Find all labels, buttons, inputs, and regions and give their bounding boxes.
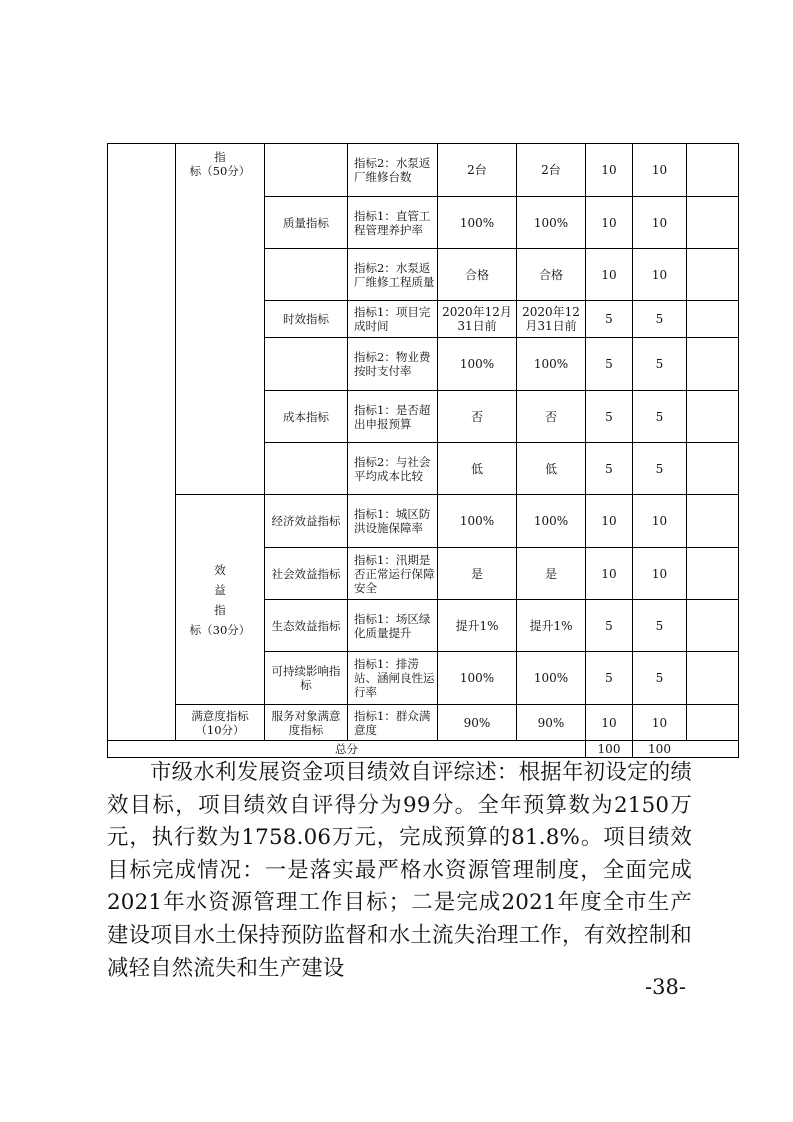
weight-value: 10 (601, 514, 617, 528)
score-value: 10 (651, 163, 668, 177)
target-value: 合格 (464, 267, 489, 282)
score-value: 5 (655, 671, 664, 685)
weight-value: 5 (605, 461, 613, 476)
sub-indicator: 社会效益指标 (271, 566, 341, 581)
target-value: 2020年12月31日前 (442, 305, 512, 333)
category-output-line1: 指 (214, 150, 226, 164)
indicator-name: 指标1：是否超出申报预算 (354, 402, 431, 431)
category-output-indicators (176, 144, 264, 196)
actual-value: 100% (533, 671, 569, 685)
summary-text: 市级水利发展资金项目绩效自评综述：根据年初设定的绩效目标，项目绩效自评得分为99分。全年预算数为2150万元，执行数为1758.06万元，完成预算的81.8%。项目绩效目标完成情况：一是落实最严格水资源管理制度，全面完成2021年水资源管理工作目标；二是完成2021年度全市生产建设项目水土保持预防监督和水土流失治理工作，有效控制和减轻自然流失和生产建设 (107, 760, 692, 981)
category-output-line2: 标（50分） (189, 164, 251, 178)
actual-value: 否 (544, 409, 557, 424)
actual-value: 合格 (538, 267, 563, 282)
category-benefit-line4: 标（30分） (189, 622, 251, 637)
score-value: 5 (655, 618, 664, 633)
weight-value: 10 (601, 267, 617, 282)
score-value: 10 (651, 715, 668, 730)
indicator-name: 指标2：水泵返厂维修台数 (354, 156, 431, 184)
score-value: 10 (651, 267, 668, 282)
indicator-name: 指标1：项目完成时间 (354, 305, 431, 333)
actual-value: 低 (544, 461, 557, 476)
weight-value: 5 (605, 671, 613, 685)
weight-value: 10 (601, 566, 617, 581)
actual-value: 100% (533, 357, 569, 371)
indicator-name: 指标2：水泵返厂维修工程质量 (354, 260, 435, 289)
target-value: 100% (459, 671, 495, 685)
indicator-name: 指标1：城区防洪设施保障率 (354, 507, 431, 535)
target-value: 是 (470, 566, 483, 581)
category-benefit-line1: 效 (214, 562, 226, 577)
actual-value: 100% (533, 215, 569, 230)
sub-indicator (265, 249, 347, 300)
page-number: -38- (645, 975, 686, 999)
category-benefit-line3: 指 (214, 602, 226, 617)
score-value: 5 (655, 409, 664, 424)
indicator-name: 指标1：场区绿化质量提升 (354, 611, 431, 640)
sub-indicator: 生态效益指标 (271, 618, 341, 633)
target-value: 100% (459, 215, 495, 230)
actual-value: 2020年12月31日前 (522, 305, 580, 333)
target-value: 提升1% (455, 618, 499, 633)
actual-value: 是 (544, 566, 557, 581)
sub-indicator: 经济效益指标 (271, 514, 341, 528)
target-value: 2台 (467, 163, 487, 177)
weight-value: 5 (605, 357, 613, 371)
score-value: 5 (655, 461, 664, 476)
indicator-name: 指标1：汛期是否正常运行保障安全 (354, 552, 435, 595)
sub-indicator (265, 338, 347, 390)
score-value: 10 (651, 215, 668, 230)
sub-indicator: 服务对象满意度指标 (271, 708, 341, 737)
target-value: 100% (459, 357, 495, 371)
summary-paragraph (107, 757, 692, 985)
indicator-name: 指标1：直管工程管理养护率 (354, 208, 431, 237)
actual-value: 提升1% (529, 618, 573, 633)
target-value: 否 (470, 409, 483, 424)
score-value: 10 (651, 514, 668, 528)
target-value: 低 (470, 461, 483, 476)
category-benefit-line2: 益 (214, 582, 226, 597)
indicator-name: 指标1：群众满意度 (354, 708, 431, 737)
target-value: 100% (459, 514, 495, 528)
target-value: 90% (463, 715, 491, 730)
total-score: 100 (648, 742, 671, 756)
sub-indicator (265, 443, 347, 494)
sub-indicator (265, 144, 347, 196)
score-value: 10 (651, 566, 668, 581)
indicator-name: 指标1：排涝站、涵闸良性运行率 (354, 657, 435, 699)
category-benefit-indicators (176, 495, 264, 704)
score-value: 5 (655, 312, 664, 326)
total-weight: 100 (597, 742, 621, 756)
weight-value: 5 (605, 409, 613, 424)
indicator-name: 指标2：与社会平均成本比较 (354, 454, 431, 483)
sub-indicator: 质量指标 (283, 215, 329, 230)
actual-value: 100% (533, 514, 569, 528)
sub-indicator: 时效指标 (283, 312, 329, 326)
total-label: 总分 (335, 742, 358, 756)
sub-indicator: 成本指标 (283, 409, 329, 424)
category-satisfaction: 满意度指标（10分） (191, 708, 249, 737)
weight-value: 10 (601, 215, 617, 230)
actual-value: 90% (537, 715, 565, 730)
actual-value: 2台 (541, 163, 561, 177)
weight-value: 10 (601, 715, 617, 730)
weight-value: 5 (605, 618, 613, 633)
weight-value: 10 (601, 163, 617, 177)
score-value: 5 (655, 357, 664, 371)
weight-value: 5 (605, 312, 613, 326)
indicator-name: 指标2：物业费按时支付率 (354, 350, 431, 378)
sub-indicator: 可持续影响指标 (271, 664, 341, 692)
